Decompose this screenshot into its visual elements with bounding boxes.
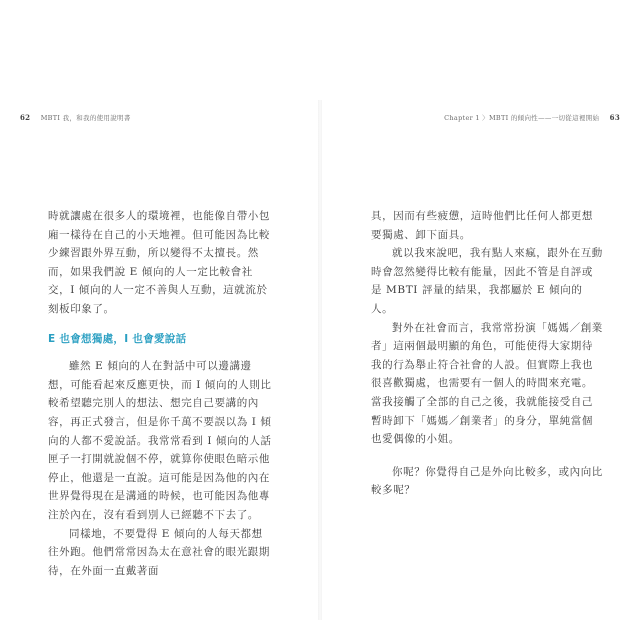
paragraph: 時就讓處在很多人的環境裡，也能像自帶小包廂一樣待在自己的小天地裡。但可能因為比較少練習跟外界互動，所以變得不太擅長。然而，如果我們說 E 傾向的人一定比較會社交，I 傾向的人一定不善與人互動，這就流於刻板印象了。 [48,210,270,315]
paragraph: 同樣地，不要覺得 E 傾向的人每天都想往外跑。他們常常因為太在意社會的眼光跟期待，在外面一直戴著面 [48,527,270,577]
right-running-head [444,113,620,122]
right-page [320,0,640,640]
paragraph: 具，因而有些疲憊，這時他們比任何人都更想要獨處、卸下面具。 [371,210,593,241]
left-running-title: MBTI 我，和我的使用說明書 [40,114,131,122]
left-body-text [48,207,272,580]
left-running-head [20,113,131,122]
paragraph: 就以我來說吧，我有點人來瘋，跟外在互動時會忽然變得比較有能量，因此不管是自評或是 MBTI 評量的結果，我都屬於 E 傾向的人。 [371,247,603,315]
right-page-number: 63 [609,113,620,122]
spacer [371,449,603,463]
closing-question: 你呢？你覺得自己是外向比較多，或內向比較多呢？ [371,465,603,497]
right-running-title: Chapter 1 〉MBTI 的傾向性——一切從這裡開始 [444,114,600,122]
paragraph: 雖然 E 傾向的人在對話中可以邊講邊想，可能看起來反應更快，而 I 傾向的人則比較希望聽完別人的想法、想完自己要講的內容，再正式發言，但是你千萬不要誤以為 I 傾向的人都不愛說話。我常常看到 I 傾向的人話匣子一打開就說個不停，就算你使眼色暗示他停止，他還是一直說。這可能是因為他的內在世界覺得現在是溝通的時候，也可能因為他專注於內在，沒有看到別人已經聽不下去了。 [48,360,272,521]
left-page-number: 62 [20,113,31,122]
paragraph: 對外在社會而言，我常常扮演「媽媽／創業者」這兩個最明顯的角色，可能使得大家期待我的行為舉止符合社會的人設。但實際上我也很喜歡獨處，也需要有一個人的時間來充電。當我接觸了全部的自己之後，我就能接受自己暫時卸下「媽媽／創業者」的身分，單純當個也愛偶像的小姐。 [371,321,603,446]
section-heading: E 也會想獨處，I 也會愛說話 [48,332,187,345]
right-body-text [371,207,603,500]
